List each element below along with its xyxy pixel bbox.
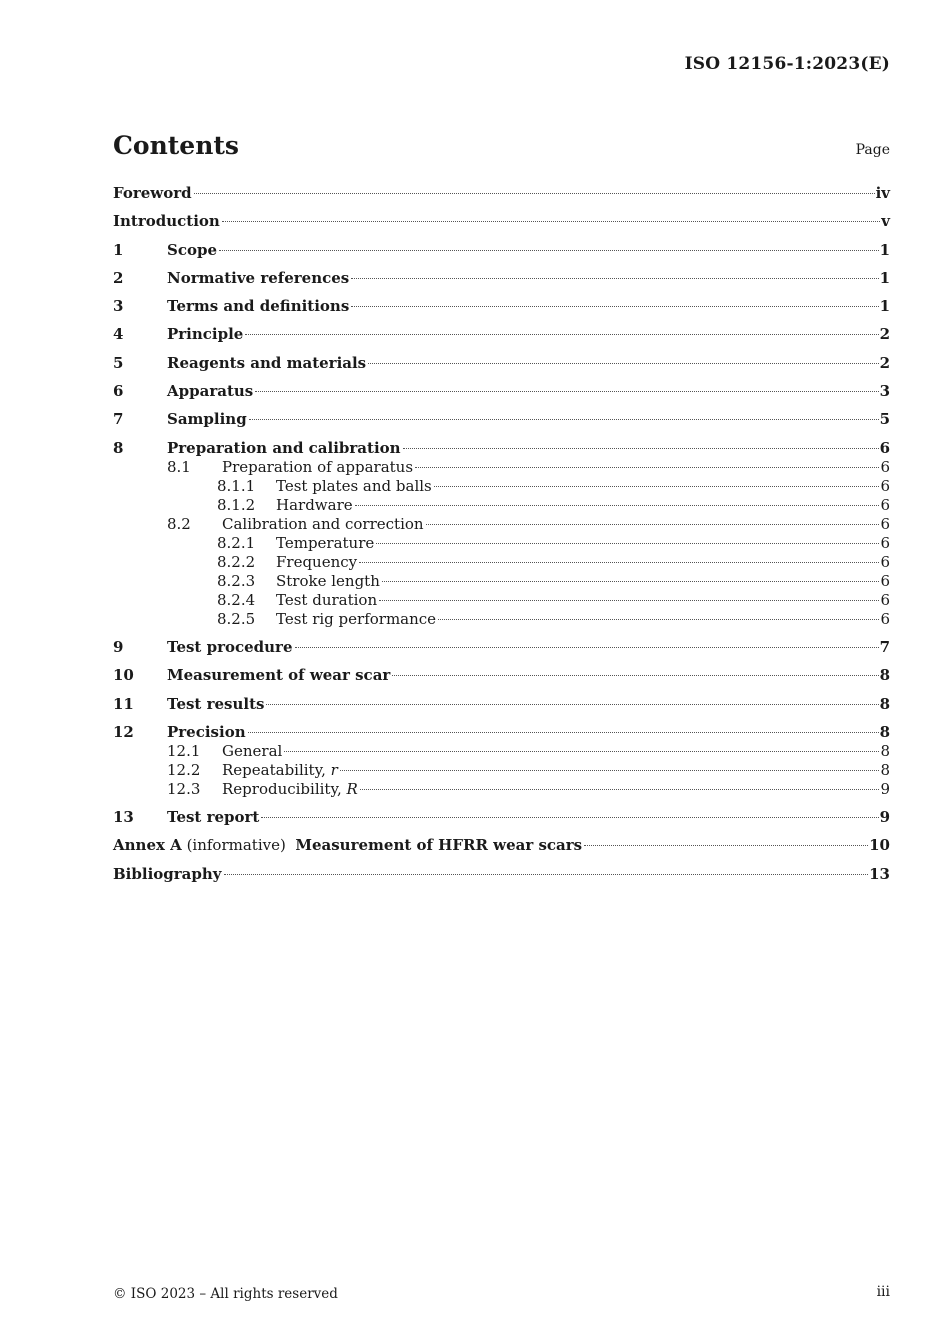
- toc-entry-title: [222, 761, 338, 780]
- toc-entry-title-text: Principle: [167, 325, 244, 344]
- toc-entry-title-text: Bibliography: [113, 864, 222, 883]
- dot-leader: [359, 562, 879, 563]
- toc-entry[interactable]: [113, 382, 890, 401]
- toc-entry-title: [167, 723, 246, 742]
- dot-leader: [584, 845, 868, 846]
- toc-entry-page: 8: [880, 741, 890, 760]
- toc-entry-title-text: Reproducibility,: [222, 779, 347, 798]
- toc-entry[interactable]: [113, 865, 890, 884]
- toc-entry-number: 8.2: [167, 514, 191, 533]
- toc-entry-page: 6: [880, 514, 890, 533]
- toc-entry-title-text: Frequency: [276, 552, 358, 571]
- toc-entry-title: [276, 553, 357, 572]
- toc-entry-title: [113, 212, 220, 231]
- toc-entry-number: 7: [113, 410, 124, 429]
- toc-entry-page: 6: [880, 590, 890, 609]
- toc-entry[interactable]: [113, 836, 890, 855]
- toc-entry-title: [167, 666, 390, 685]
- toc-entry[interactable]: [113, 515, 890, 534]
- toc-entry-title-text: Test duration: [276, 590, 378, 609]
- toc-entry-number: 10: [113, 666, 134, 685]
- dot-leader: [368, 363, 878, 364]
- toc-entry-title: [167, 241, 217, 260]
- toc-entry-title: [222, 780, 358, 799]
- toc-entry-number: 8.2.3: [217, 571, 256, 590]
- toc-entry-number: 8.2.5: [217, 609, 256, 628]
- dot-leader: [379, 600, 879, 601]
- toc-entry[interactable]: [113, 269, 890, 288]
- toc-entry-title-text: Sampling: [167, 410, 247, 429]
- toc-entry-page: 2: [879, 353, 890, 372]
- toc-entry-number: 2: [113, 268, 124, 287]
- toc-entry-number: 8.1.2: [217, 495, 256, 514]
- toc-entry-symbol: r: [330, 760, 338, 779]
- toc-entry-title: [222, 742, 282, 761]
- toc-entry-title: [167, 297, 349, 316]
- toc-entry-annex-title: Measurement of HFRR wear scars: [295, 836, 583, 855]
- toc-entry-page: v: [881, 212, 890, 231]
- dot-leader: [438, 619, 879, 620]
- toc-entry-title: [276, 610, 436, 629]
- toc-entry[interactable]: [113, 477, 890, 496]
- toc-entry-number: 9: [113, 637, 124, 656]
- toc-entry-number: 6: [113, 382, 124, 401]
- toc-entry[interactable]: [113, 723, 890, 742]
- toc-entry-title: [113, 865, 222, 884]
- dot-leader: [245, 334, 878, 335]
- toc-entry[interactable]: [113, 325, 890, 344]
- toc-entry-page: 2: [879, 325, 890, 344]
- toc-entry-page: 6: [880, 552, 890, 571]
- toc-entry-number: 13: [113, 808, 134, 827]
- footer-page-number: iii: [876, 1284, 890, 1300]
- toc-entry-page: 1: [879, 268, 890, 287]
- toc-entry-number: 12.3: [167, 779, 201, 798]
- toc-entry-number: 8.1: [167, 457, 191, 476]
- dot-leader: [376, 543, 879, 544]
- toc-entry[interactable]: [113, 742, 890, 761]
- footer-copyright: © ISO 2023 – All rights reserved: [113, 1286, 338, 1302]
- dot-leader: [248, 732, 879, 733]
- toc-entry-title-text: Annex A: [113, 836, 182, 855]
- toc-entry[interactable]: [113, 534, 890, 553]
- dot-leader: [351, 306, 878, 307]
- toc-entry[interactable]: [113, 496, 890, 515]
- toc-entry-page: 8: [879, 694, 890, 713]
- toc-entry[interactable]: [113, 410, 890, 429]
- dot-leader: [249, 419, 879, 420]
- toc-entry-page: 1: [879, 240, 890, 259]
- toc-entry-title-text: Hardware: [276, 495, 353, 514]
- toc-entry-page: 13: [869, 864, 890, 883]
- toc-entry[interactable]: [113, 780, 890, 799]
- toc-entry-title-text: Temperature: [276, 533, 375, 552]
- toc-entry[interactable]: [113, 666, 890, 685]
- dot-leader: [284, 751, 879, 752]
- toc-entry-title-text: Test procedure: [167, 637, 293, 656]
- page-title: Contents: [113, 131, 240, 160]
- toc-entry-page: iv: [875, 184, 890, 202]
- toc-entry-title-text: Preparation of apparatus: [222, 457, 414, 476]
- dot-leader: [382, 581, 880, 582]
- toc-entry-number: 12.2: [167, 760, 201, 779]
- toc-entry-page: 5: [879, 410, 890, 429]
- toc-entry-title-text: Calibration and correction: [222, 514, 424, 533]
- toc-entry-title-text: Introduction: [113, 212, 220, 231]
- toc-entry-title-text: Test results: [167, 694, 265, 713]
- toc-entry[interactable]: [113, 184, 890, 203]
- toc-entry-title: [276, 591, 377, 610]
- toc-entry-page: 8: [879, 722, 890, 741]
- toc-entry-title: [167, 269, 349, 288]
- toc-entry[interactable]: [113, 761, 890, 780]
- toc-entry-title-text: Test report: [167, 808, 260, 827]
- toc-entry-title-text: Reagents and materials: [167, 353, 367, 372]
- toc-entry-title-text: Apparatus: [167, 382, 254, 401]
- toc-entry-annex-type: (informative): [181, 836, 296, 855]
- toc-entry[interactable]: [113, 572, 890, 591]
- toc-entry-number: 12.1: [167, 741, 201, 760]
- toc-entry-title: [167, 638, 293, 657]
- toc-entry-page: 6: [880, 533, 890, 552]
- toc-entry-title-text: Preparation and calibration: [167, 438, 401, 457]
- toc-entry[interactable]: [113, 808, 890, 827]
- toc-entry-title-text: Terms and definitions: [167, 297, 350, 316]
- toc-entry-title: [276, 572, 380, 591]
- toc-entry-title-text: General: [222, 741, 283, 760]
- dot-leader: [222, 221, 880, 222]
- toc-entry-title: [222, 515, 424, 534]
- toc-entry-title-text: Measurement of wear scar: [167, 666, 391, 685]
- dot-leader: [351, 278, 878, 279]
- toc-entry-number: 8.2.4: [217, 590, 256, 609]
- dot-leader: [415, 467, 879, 468]
- toc-entry-number: 5: [113, 353, 124, 372]
- toc-entry-title: [167, 808, 259, 827]
- dot-leader: [434, 486, 880, 487]
- toc-entry-page: 6: [880, 571, 890, 590]
- toc-entry-page: 6: [880, 476, 890, 495]
- dot-leader: [426, 524, 880, 525]
- toc-entry[interactable]: [113, 354, 890, 373]
- toc-entry[interactable]: [113, 439, 890, 458]
- dot-leader: [224, 874, 869, 875]
- dot-leader: [194, 193, 875, 194]
- toc-entry[interactable]: [113, 610, 890, 629]
- toc-entry-title: [167, 439, 401, 458]
- toc-entry-page: 9: [880, 779, 890, 798]
- toc-entry[interactable]: [113, 241, 890, 260]
- dot-leader: [355, 505, 880, 506]
- toc-entry-page: 8: [880, 760, 890, 779]
- toc-entry-symbol: R: [346, 779, 358, 798]
- toc-entry-number: 8.2.2: [217, 552, 256, 571]
- toc-entry-number: 1: [113, 240, 124, 259]
- toc-entry-page: 10: [869, 836, 890, 855]
- dot-leader: [266, 704, 878, 705]
- toc-entry-title-text: Repeatability,: [222, 760, 331, 779]
- toc-entry[interactable]: [113, 297, 890, 316]
- toc-entry[interactable]: [113, 638, 890, 657]
- dot-leader: [261, 817, 878, 818]
- toc-entry-page: 7: [879, 637, 890, 656]
- toc-entry-page: 6: [880, 495, 890, 514]
- toc-entry-page: 8: [879, 666, 890, 685]
- dot-leader: [392, 675, 878, 676]
- toc-entry-page: 9: [879, 808, 890, 827]
- toc-entry-title: [167, 410, 247, 429]
- toc-entry-page: 6: [879, 438, 890, 457]
- toc-entry-title: [167, 354, 366, 373]
- toc-entry-number: 4: [113, 325, 124, 344]
- toc-entry-page: 1: [879, 297, 890, 316]
- dot-leader: [219, 250, 879, 251]
- toc-entry-number: 3: [113, 297, 124, 316]
- toc-entry[interactable]: [113, 591, 890, 610]
- toc-entry[interactable]: [113, 458, 890, 477]
- document-identifier: ISO 12156-1:2023(E): [684, 54, 890, 74]
- toc-entry-title: [167, 325, 243, 344]
- toc-entry[interactable]: [113, 553, 890, 572]
- toc-entry-title: [167, 382, 253, 401]
- toc-entry-title: [276, 534, 374, 553]
- toc-entry-title-text: Stroke length: [276, 571, 380, 590]
- table-of-contents: [113, 184, 890, 884]
- dot-leader: [403, 448, 879, 449]
- toc-entry-title-text: Test plates and balls: [276, 476, 432, 495]
- toc-entry-number: 12: [113, 722, 134, 741]
- toc-entry-title-text: Test rig performance: [276, 609, 437, 628]
- toc-entry-page: 6: [880, 457, 890, 476]
- toc-entry-title-text: Foreword: [113, 184, 192, 202]
- toc-entry-page: 3: [879, 382, 890, 401]
- dot-leader: [360, 789, 880, 790]
- page-column-label: Page: [855, 142, 890, 158]
- toc-entry-title: [167, 695, 264, 714]
- toc-entry-title: [113, 836, 582, 855]
- toc-entry-number: 8: [113, 438, 124, 457]
- toc-entry-number: 8.1.1: [217, 476, 256, 495]
- toc-entry-title: [113, 184, 192, 203]
- toc-entry[interactable]: [113, 212, 890, 231]
- dot-leader: [295, 647, 879, 648]
- toc-entry[interactable]: [113, 695, 890, 714]
- toc-entry-title: [276, 477, 432, 496]
- toc-entry-title-text: Scope: [167, 240, 218, 259]
- toc-entry-number: 8.2.1: [217, 533, 256, 552]
- dot-leader: [255, 391, 878, 392]
- toc-entry-title: [222, 458, 413, 477]
- toc-entry-title-text: Normative references: [167, 268, 350, 287]
- toc-entry-title: [276, 496, 353, 515]
- toc-entry-title-text: Precision: [167, 722, 246, 741]
- toc-entry-number: 11: [113, 694, 134, 713]
- dot-leader: [340, 770, 880, 771]
- toc-entry-page: 6: [880, 609, 890, 628]
